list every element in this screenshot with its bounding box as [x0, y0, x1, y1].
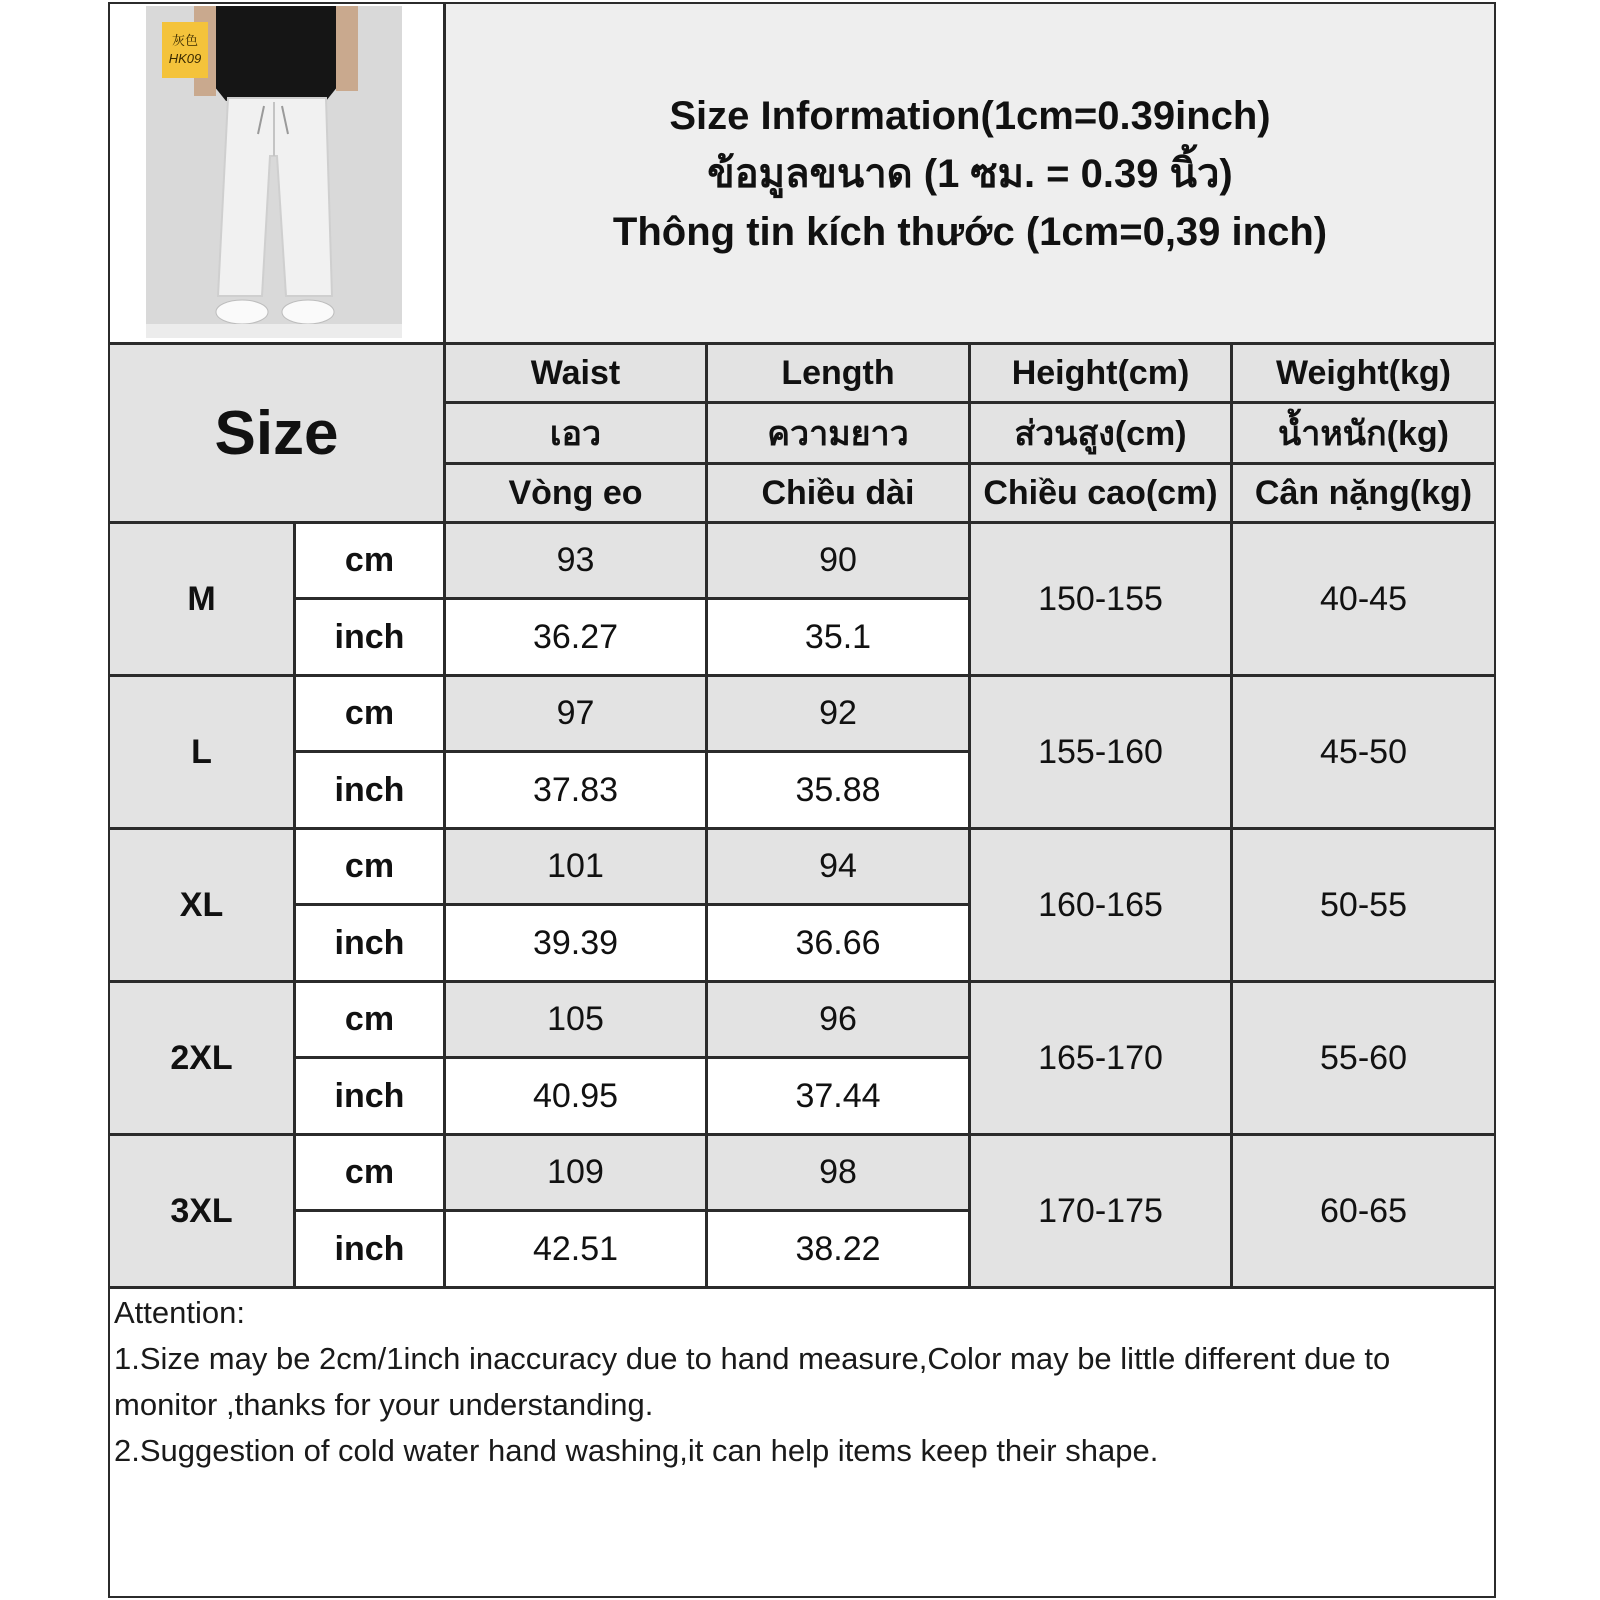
size-label-xl: XL [110, 830, 293, 980]
notes-line-2: 2.Suggestion of cold water hand washing,it can help items keep their shape. [114, 1433, 1159, 1468]
divider [296, 597, 968, 600]
size-header: Size [110, 345, 443, 521]
length-inch: 37.44 [708, 1059, 968, 1133]
attention-notes [114, 1290, 1494, 1474]
divider [705, 345, 708, 522]
title-vietnamese: Thông tin kích thước (1cm=0,39 inch) [612, 210, 1328, 254]
title-block [446, 4, 1494, 344]
header-length-en: Length [708, 345, 968, 401]
header-weight-vi: Cân nặng(kg) [1233, 465, 1494, 521]
waist-cm: 93 [446, 524, 705, 597]
waist-cm: 105 [446, 983, 705, 1056]
divider [968, 345, 971, 522]
divider [705, 524, 708, 1286]
length-inch: 35.1 [708, 600, 968, 674]
waist-inch: 36.27 [446, 600, 705, 674]
length-cm: 94 [708, 830, 968, 903]
color-tag-name: 灰色 [171, 33, 198, 48]
divider [968, 524, 971, 1286]
waist-inch: 42.51 [446, 1212, 705, 1286]
unit-cm: cm [296, 524, 443, 597]
divider [296, 1056, 968, 1059]
header-length-th: ความยาว [708, 404, 968, 462]
header-height-vi: Chiều cao(cm) [971, 465, 1230, 521]
waist-cm: 101 [446, 830, 705, 903]
header-height-en: Height(cm) [971, 345, 1230, 401]
length-inch: 35.88 [708, 753, 968, 827]
weight-range: 40-45 [1233, 524, 1494, 674]
divider [446, 462, 1494, 465]
header-waist-vi: Vòng eo [446, 465, 705, 521]
waist-inch: 39.39 [446, 906, 705, 980]
length-cm: 96 [708, 983, 968, 1056]
divider [446, 401, 1494, 404]
title-thai: ข้อมูลขนาด (1 ซม. = 0.39 นิ้ว) [707, 152, 1233, 196]
unit-cm: cm [296, 830, 443, 903]
divider [296, 750, 968, 753]
unit-inch: inch [296, 906, 443, 980]
divider [296, 903, 968, 906]
divider [443, 345, 446, 522]
header-height-th: ส่วนสูง(cm) [971, 404, 1230, 462]
waist-cm: 97 [446, 677, 705, 750]
title-english: Size Information(1cm=0.39inch) [669, 94, 1271, 138]
weight-range: 60-65 [1233, 1136, 1494, 1286]
length-cm: 90 [708, 524, 968, 597]
unit-cm: cm [296, 983, 443, 1056]
length-inch: 36.66 [708, 906, 968, 980]
waist-inch: 40.95 [446, 1059, 705, 1133]
header-waist-en: Waist [446, 345, 705, 401]
notes-line-1: 1.Size may be 2cm/1inch inaccuracy due to hand measure,Color may be little different due to monitor ,thanks for your understanding. [114, 1341, 1391, 1422]
size-label-l: L [110, 677, 293, 827]
color-tag-code: HK09 [168, 51, 202, 66]
divider [296, 1209, 968, 1212]
header-weight-th: น้ำหนัก(kg) [1233, 404, 1494, 462]
unit-inch: inch [296, 1212, 443, 1286]
header-length-vi: Chiều dài [708, 465, 968, 521]
height-range: 160-165 [971, 830, 1230, 980]
weight-range: 50-55 [1233, 830, 1494, 980]
divider [1230, 345, 1233, 522]
length-inch: 38.22 [708, 1212, 968, 1286]
divider [443, 524, 446, 1286]
unit-inch: inch [296, 1059, 443, 1133]
header-waist-th: เอว [446, 404, 705, 462]
divider [1230, 524, 1233, 1286]
height-range: 170-175 [971, 1136, 1230, 1286]
divider [108, 1286, 1496, 1289]
waist-cm: 109 [446, 1136, 705, 1209]
notes-heading: Attention: [114, 1295, 245, 1330]
height-range: 165-170 [971, 983, 1230, 1133]
waist-inch: 37.83 [446, 753, 705, 827]
unit-inch: inch [296, 753, 443, 827]
height-range: 155-160 [971, 677, 1230, 827]
size-label-3xl: 3XL [110, 1136, 293, 1286]
length-cm: 92 [708, 677, 968, 750]
size-label-2xl: 2XL [110, 983, 293, 1133]
weight-range: 45-50 [1233, 677, 1494, 827]
length-cm: 98 [708, 1136, 968, 1209]
color-tag [162, 22, 208, 78]
product-photo [146, 6, 402, 338]
size-label-m: M [110, 524, 293, 674]
weight-range: 55-60 [1233, 983, 1494, 1133]
divider [443, 4, 446, 344]
unit-inch: inch [296, 600, 443, 674]
unit-cm: cm [296, 1136, 443, 1209]
unit-cm: cm [296, 677, 443, 750]
divider [293, 524, 296, 1286]
height-range: 150-155 [971, 524, 1230, 674]
header-weight-en: Weight(kg) [1233, 345, 1494, 401]
